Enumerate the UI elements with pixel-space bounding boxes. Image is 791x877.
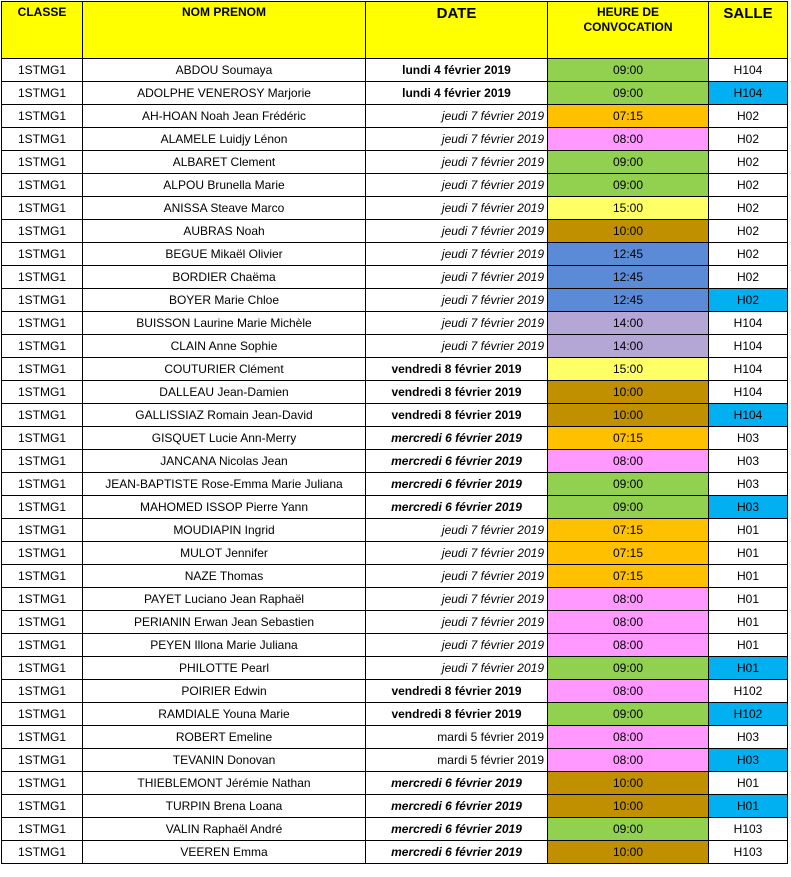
cell-salle: H01 [709, 772, 788, 795]
cell-nom-prenom: ALPOU Brunella Marie [83, 174, 366, 197]
cell-heure: 08:00 [548, 680, 709, 703]
cell-date: vendredi 8 février 2019 [366, 680, 548, 703]
cell-nom-prenom: VALIN Raphaël André [83, 818, 366, 841]
cell-salle: H02 [709, 105, 788, 128]
cell-nom-prenom: MOUDIAPIN Ingrid [83, 519, 366, 542]
cell-nom-prenom: GISQUET Lucie Ann-Merry [83, 427, 366, 450]
table-row [2, 703, 788, 726]
table-row [2, 565, 788, 588]
cell-classe: 1STMG1 [2, 772, 83, 795]
table-row [2, 105, 788, 128]
cell-date: vendredi 8 février 2019 [366, 703, 548, 726]
cell-heure: 12:45 [548, 289, 709, 312]
table-row [2, 404, 788, 427]
cell-salle: H102 [709, 703, 788, 726]
cell-salle: H104 [709, 381, 788, 404]
cell-classe: 1STMG1 [2, 726, 83, 749]
cell-salle: H03 [709, 473, 788, 496]
cell-date: lundi 4 février 2019 [366, 59, 548, 82]
cell-heure: 12:45 [548, 266, 709, 289]
table-row [2, 289, 788, 312]
cell-classe: 1STMG1 [2, 82, 83, 105]
cell-heure: 08:00 [548, 611, 709, 634]
cell-date: vendredi 8 février 2019 [366, 358, 548, 381]
cell-classe: 1STMG1 [2, 634, 83, 657]
cell-nom-prenom: TEVANIN Donovan [83, 749, 366, 772]
cell-nom-prenom: ALAMELE Luidjy Lénon [83, 128, 366, 151]
cell-salle: H104 [709, 82, 788, 105]
cell-classe: 1STMG1 [2, 565, 83, 588]
cell-salle: H02 [709, 289, 788, 312]
cell-classe: 1STMG1 [2, 220, 83, 243]
cell-date: mercredi 6 février 2019 [366, 795, 548, 818]
cell-classe: 1STMG1 [2, 381, 83, 404]
cell-heure: 12:45 [548, 243, 709, 266]
cell-date: jeudi 7 février 2019 [366, 312, 548, 335]
table-row [2, 772, 788, 795]
cell-date: mercredi 6 février 2019 [366, 841, 548, 864]
cell-classe: 1STMG1 [2, 450, 83, 473]
cell-heure: 09:00 [548, 657, 709, 680]
cell-salle: H01 [709, 565, 788, 588]
table-row [2, 680, 788, 703]
header-heure: HEURE DE CONVOCATION [548, 2, 709, 59]
header-classe: CLASSE [2, 2, 83, 59]
cell-nom-prenom: MAHOMED ISSOP Pierre Yann [83, 496, 366, 519]
cell-salle: H03 [709, 726, 788, 749]
cell-nom-prenom: POIRIER Edwin [83, 680, 366, 703]
cell-nom-prenom: NAZE Thomas [83, 565, 366, 588]
cell-salle: H02 [709, 243, 788, 266]
table-row [2, 519, 788, 542]
cell-heure: 08:00 [548, 450, 709, 473]
cell-classe: 1STMG1 [2, 749, 83, 772]
table-row [2, 312, 788, 335]
cell-heure: 09:00 [548, 703, 709, 726]
cell-date: jeudi 7 février 2019 [366, 542, 548, 565]
cell-heure: 08:00 [548, 634, 709, 657]
cell-classe: 1STMG1 [2, 128, 83, 151]
cell-heure: 09:00 [548, 473, 709, 496]
cell-classe: 1STMG1 [2, 611, 83, 634]
table-row [2, 427, 788, 450]
cell-heure: 10:00 [548, 841, 709, 864]
cell-classe: 1STMG1 [2, 818, 83, 841]
cell-classe: 1STMG1 [2, 588, 83, 611]
cell-heure: 10:00 [548, 220, 709, 243]
cell-date: jeudi 7 février 2019 [366, 151, 548, 174]
cell-date: jeudi 7 février 2019 [366, 174, 548, 197]
table-row [2, 795, 788, 818]
cell-salle: H104 [709, 335, 788, 358]
cell-classe: 1STMG1 [2, 243, 83, 266]
cell-classe: 1STMG1 [2, 266, 83, 289]
cell-heure: 08:00 [548, 588, 709, 611]
cell-nom-prenom: PHILOTTE Pearl [83, 657, 366, 680]
cell-nom-prenom: DALLEAU Jean-Damien [83, 381, 366, 404]
cell-salle: H01 [709, 611, 788, 634]
table-row [2, 611, 788, 634]
cell-salle: H02 [709, 174, 788, 197]
cell-heure: 07:15 [548, 565, 709, 588]
cell-date: mercredi 6 février 2019 [366, 427, 548, 450]
cell-heure: 07:15 [548, 542, 709, 565]
cell-nom-prenom: VEEREN Emma [83, 841, 366, 864]
cell-heure: 08:00 [548, 726, 709, 749]
cell-heure: 09:00 [548, 59, 709, 82]
cell-salle: H01 [709, 588, 788, 611]
table-row [2, 59, 788, 82]
cell-classe: 1STMG1 [2, 312, 83, 335]
cell-salle: H01 [709, 795, 788, 818]
cell-salle: H104 [709, 59, 788, 82]
cell-classe: 1STMG1 [2, 680, 83, 703]
cell-heure: 07:15 [548, 519, 709, 542]
cell-heure: 09:00 [548, 818, 709, 841]
cell-nom-prenom: ANISSA Steave Marco [83, 197, 366, 220]
table-row [2, 128, 788, 151]
cell-classe: 1STMG1 [2, 105, 83, 128]
cell-nom-prenom: ADOLPHE VENEROSY Marjorie [83, 82, 366, 105]
cell-date: vendredi 8 février 2019 [366, 381, 548, 404]
cell-nom-prenom: TURPIN Brena Loana [83, 795, 366, 818]
cell-salle: H03 [709, 450, 788, 473]
header-nom-prenom: NOM PRENOM [83, 2, 366, 59]
header-date: DATE [366, 2, 548, 59]
table-row [2, 634, 788, 657]
cell-date: jeudi 7 février 2019 [366, 519, 548, 542]
cell-date: jeudi 7 février 2019 [366, 634, 548, 657]
cell-heure: 15:00 [548, 197, 709, 220]
cell-salle: H02 [709, 151, 788, 174]
cell-salle: H103 [709, 818, 788, 841]
cell-heure: 10:00 [548, 381, 709, 404]
cell-date: mardi 5 février 2019 [366, 749, 548, 772]
cell-nom-prenom: CLAIN Anne Sophie [83, 335, 366, 358]
cell-heure: 09:00 [548, 151, 709, 174]
cell-salle: H104 [709, 404, 788, 427]
table-row [2, 657, 788, 680]
cell-classe: 1STMG1 [2, 197, 83, 220]
cell-nom-prenom: PERIANIN Erwan Jean Sebastien [83, 611, 366, 634]
cell-heure: 08:00 [548, 749, 709, 772]
table-body [2, 59, 788, 864]
cell-salle: H104 [709, 358, 788, 381]
cell-nom-prenom: AUBRAS Noah [83, 220, 366, 243]
cell-classe: 1STMG1 [2, 519, 83, 542]
table-row [2, 381, 788, 404]
table-row [2, 542, 788, 565]
table-row [2, 174, 788, 197]
table-row [2, 335, 788, 358]
cell-heure: 09:00 [548, 174, 709, 197]
table-row [2, 749, 788, 772]
cell-date: jeudi 7 février 2019 [366, 197, 548, 220]
cell-nom-prenom: PAYET Luciano Jean Raphaël [83, 588, 366, 611]
header-salle: SALLE [709, 2, 788, 59]
cell-classe: 1STMG1 [2, 841, 83, 864]
cell-nom-prenom: BORDIER Chaëma [83, 266, 366, 289]
table-row [2, 496, 788, 519]
cell-classe: 1STMG1 [2, 289, 83, 312]
cell-classe: 1STMG1 [2, 657, 83, 680]
cell-salle: H03 [709, 496, 788, 519]
cell-date: lundi 4 février 2019 [366, 82, 548, 105]
cell-date: jeudi 7 février 2019 [366, 588, 548, 611]
cell-date: jeudi 7 février 2019 [366, 243, 548, 266]
cell-classe: 1STMG1 [2, 151, 83, 174]
cell-heure: 07:15 [548, 105, 709, 128]
cell-heure: 07:15 [548, 427, 709, 450]
cell-nom-prenom: RAMDIALE Youna Marie [83, 703, 366, 726]
cell-nom-prenom: BEGUE Mikaël Olivier [83, 243, 366, 266]
cell-date: jeudi 7 février 2019 [366, 266, 548, 289]
cell-heure: 10:00 [548, 772, 709, 795]
cell-salle: H102 [709, 680, 788, 703]
cell-nom-prenom: BUISSON Laurine Marie Michèle [83, 312, 366, 335]
cell-nom-prenom: PEYEN Illona Marie Juliana [83, 634, 366, 657]
cell-nom-prenom: JANCANA Nicolas Jean [83, 450, 366, 473]
cell-classe: 1STMG1 [2, 59, 83, 82]
cell-salle: H103 [709, 841, 788, 864]
cell-salle: H03 [709, 749, 788, 772]
cell-salle: H01 [709, 657, 788, 680]
cell-date: jeudi 7 février 2019 [366, 657, 548, 680]
cell-heure: 10:00 [548, 404, 709, 427]
cell-heure: 14:00 [548, 312, 709, 335]
table-row [2, 473, 788, 496]
cell-salle: H03 [709, 427, 788, 450]
cell-salle: H02 [709, 220, 788, 243]
cell-nom-prenom: COUTURIER Clément [83, 358, 366, 381]
cell-classe: 1STMG1 [2, 335, 83, 358]
cell-nom-prenom: JEAN-BAPTISTE Rose-Emma Marie Juliana [83, 473, 366, 496]
table-header [2, 2, 788, 59]
cell-date: mardi 5 février 2019 [366, 726, 548, 749]
cell-nom-prenom: BOYER Marie Chloe [83, 289, 366, 312]
cell-heure: 15:00 [548, 358, 709, 381]
cell-salle: H02 [709, 266, 788, 289]
table-row [2, 358, 788, 381]
cell-nom-prenom: ROBERT Emeline [83, 726, 366, 749]
cell-date: mercredi 6 février 2019 [366, 818, 548, 841]
cell-heure: 10:00 [548, 795, 709, 818]
cell-date: jeudi 7 février 2019 [366, 335, 548, 358]
table-row [2, 220, 788, 243]
cell-classe: 1STMG1 [2, 358, 83, 381]
cell-classe: 1STMG1 [2, 174, 83, 197]
cell-date: jeudi 7 février 2019 [366, 220, 548, 243]
table-row [2, 588, 788, 611]
table-row [2, 726, 788, 749]
cell-date: jeudi 7 février 2019 [366, 128, 548, 151]
cell-date: mercredi 6 février 2019 [366, 772, 548, 795]
cell-salle: H01 [709, 634, 788, 657]
cell-classe: 1STMG1 [2, 473, 83, 496]
cell-heure: 14:00 [548, 335, 709, 358]
cell-salle: H02 [709, 128, 788, 151]
cell-heure: 09:00 [548, 496, 709, 519]
cell-nom-prenom: ALBARET Clement [83, 151, 366, 174]
cell-date: jeudi 7 février 2019 [366, 289, 548, 312]
cell-heure: 09:00 [548, 82, 709, 105]
header-row [2, 2, 788, 59]
cell-nom-prenom: AH-HOAN Noah Jean Frédéric [83, 105, 366, 128]
convocation-table [1, 1, 788, 864]
cell-classe: 1STMG1 [2, 427, 83, 450]
cell-classe: 1STMG1 [2, 542, 83, 565]
table-row [2, 243, 788, 266]
cell-heure: 08:00 [548, 128, 709, 151]
cell-date: mercredi 6 février 2019 [366, 450, 548, 473]
cell-nom-prenom: ABDOU Soumaya [83, 59, 366, 82]
cell-date: jeudi 7 février 2019 [366, 105, 548, 128]
cell-classe: 1STMG1 [2, 404, 83, 427]
cell-nom-prenom: MULOT Jennifer [83, 542, 366, 565]
cell-date: jeudi 7 février 2019 [366, 565, 548, 588]
cell-classe: 1STMG1 [2, 795, 83, 818]
table-row [2, 450, 788, 473]
cell-date: mercredi 6 février 2019 [366, 496, 548, 519]
cell-date: mercredi 6 février 2019 [366, 473, 548, 496]
table-row [2, 197, 788, 220]
table-row [2, 818, 788, 841]
cell-salle: H104 [709, 312, 788, 335]
cell-salle: H02 [709, 197, 788, 220]
table-row [2, 151, 788, 174]
table-row [2, 841, 788, 864]
cell-nom-prenom: GALLISSIAZ Romain Jean-David [83, 404, 366, 427]
cell-salle: H01 [709, 542, 788, 565]
cell-date: vendredi 8 février 2019 [366, 404, 548, 427]
cell-classe: 1STMG1 [2, 703, 83, 726]
table-row [2, 82, 788, 105]
cell-date: jeudi 7 février 2019 [366, 611, 548, 634]
cell-nom-prenom: THIEBLEMONT Jérémie Nathan [83, 772, 366, 795]
table-row [2, 266, 788, 289]
cell-classe: 1STMG1 [2, 496, 83, 519]
cell-salle: H01 [709, 519, 788, 542]
